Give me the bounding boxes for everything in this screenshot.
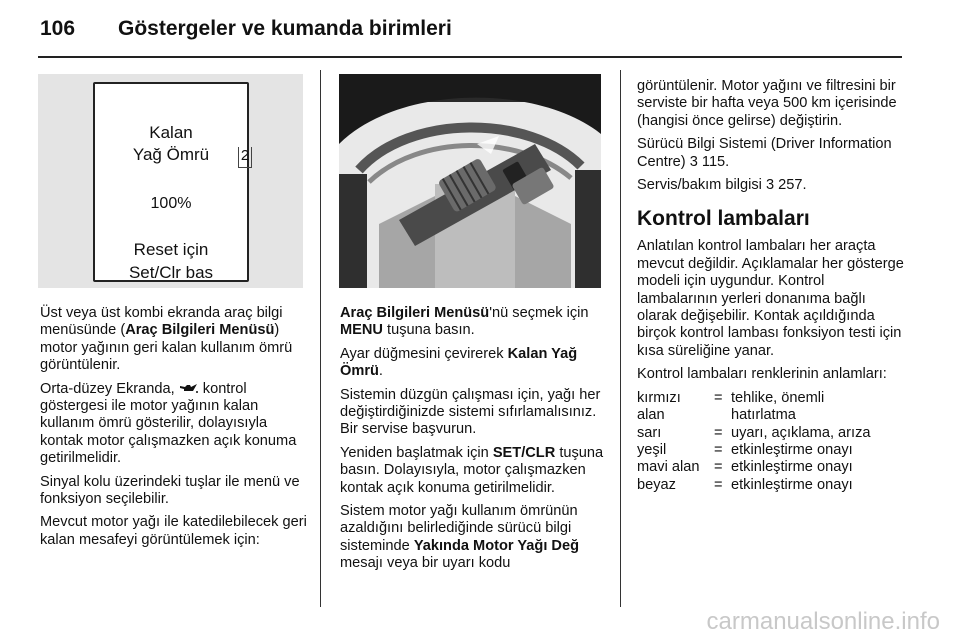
paragraph: Sinyal kolu üzerindeki tuşlar ile menü ve fonksiyon seçilebilir. <box>40 473 300 508</box>
color-definition: etkinleştirme onayı <box>731 476 853 493</box>
oil-life-display-screen <box>93 82 249 282</box>
paragraph <box>637 177 905 194</box>
column-1 <box>40 305 308 555</box>
color-term: yeşil <box>637 441 667 458</box>
menu-name: Araç Bilgileri Menüsü <box>340 305 490 321</box>
equals-sign: = <box>714 441 723 458</box>
color-definition: etkinleştirme onayı <box>731 459 853 476</box>
color-definition: etkinleştirme onayı <box>731 441 853 458</box>
table-row <box>637 442 902 459</box>
color-term: sarı <box>637 424 662 441</box>
color-definition: hatırlatma <box>731 407 796 424</box>
paragraph: Sistemin düzgün çalışması için, yağı her değiştirdiğinizde sistemi sıfırlamalısınız. Bir servise başvurun. <box>340 386 601 438</box>
equals-sign: = <box>714 424 723 441</box>
text: Sürücü Bilgi Sistemi (Driver Information Centre) <box>637 136 892 170</box>
page-title: Göstergeler ve kumanda birimleri <box>118 17 452 40</box>
text: Üst veya üst kombi ekranda araç bilgi menüsünde ( <box>40 305 283 339</box>
page-reference: 3 257. <box>765 177 807 194</box>
text: . <box>378 363 383 380</box>
display-line-setclr: Set/Clr bas <box>128 263 214 282</box>
text: 'nü seçmek için <box>489 305 589 321</box>
menu-name: Araç Bilgileri Menüsü <box>125 322 275 339</box>
button-name: MENU <box>340 322 383 339</box>
equals-sign: = <box>714 389 723 406</box>
text: tuşuna basın. Dolayısıyla, motor çalışmazken kontak açık konuma getirilmelidir. <box>340 444 604 496</box>
paragraph <box>340 445 608 497</box>
paragraph: Mevcut motor yağı ile katedilebilecek geri kalan mesafeyi görüntülemek için: <box>40 514 307 548</box>
button-name: SET/CLR <box>492 444 556 461</box>
table-row <box>637 407 902 424</box>
display-line-yag-omru: Yağ Ömrü <box>132 145 210 164</box>
color-definition: uyarı, açıklama, arıza <box>731 424 871 441</box>
text: kontrol göstergesi ile motor yağının kalan kullanım ömrü gösterilir, dolayısıyla kontak motor çalışmazken açık konuma getirilmelidir. <box>40 380 297 467</box>
section-heading: Kontrol lambaları <box>637 207 810 231</box>
color-term: mavi alan <box>637 459 700 476</box>
display-badge: 2 <box>238 147 252 168</box>
paragraph <box>340 503 608 573</box>
text: Ayar düğmesini çevirerek <box>340 345 504 362</box>
paragraph: Anlatılan kontrol lambaları her araçta mevcut değildir. Açıklamalar her gösterge modeli için uygundur. Kontrol lambalarının yerleri donanıma bağlı olarak değişebilir. Kontak açıldığında birçok kontrol lambası fonksiyon testi için kısa süreliğine yanar. <box>637 238 904 359</box>
menu-item-name: Kalan Yağ Ömrü <box>340 345 578 380</box>
text: mesajı veya bir uyarı kodu <box>340 555 511 572</box>
paragraph <box>637 136 905 171</box>
oil-can-icon <box>179 383 199 394</box>
color-term: kırmızı <box>637 389 681 406</box>
table-row <box>637 390 902 407</box>
equals-sign: = <box>714 459 723 476</box>
equals-sign <box>714 407 731 424</box>
turn-signal-lever-illustration <box>339 74 601 288</box>
text: Orta-düzey Ekranda, <box>40 380 175 397</box>
color-definition: tehlike, önemli <box>731 389 825 406</box>
paragraph <box>340 346 608 381</box>
color-term: alan <box>637 407 665 424</box>
text: ) motor yağının geri kalan kullanım ömrü görüntülenir. <box>40 322 293 374</box>
text: Servis/bakım bilgisi <box>637 177 762 194</box>
oil-life-display-figure <box>38 74 303 288</box>
header-rule <box>38 56 902 58</box>
watermark: carmanualsonline.info <box>706 608 940 635</box>
text: Yeniden başlatmak için <box>340 444 489 461</box>
text: Sistem motor yağı kullanım ömrünün azaldığını belirlediğinde sürücü bilgi sisteminde <box>340 503 578 554</box>
paragraph: görüntülenir. Motor yağını ve filtresini bir serviste bir hafta veya 500 km içerisinde (hangisi önce gelirse) değiştirin. <box>637 78 897 129</box>
column-divider-2 <box>620 70 621 607</box>
page-reference: 3 115. <box>689 153 730 170</box>
display-line-kalan: Kalan <box>149 123 193 142</box>
text: tuşuna basın. <box>387 322 475 339</box>
display-line-reset: Reset için <box>133 240 209 259</box>
color-meaning-table <box>637 390 902 494</box>
table-row <box>637 477 902 494</box>
table-row <box>637 459 902 476</box>
column-3 <box>637 78 905 494</box>
turn-signal-lever-figure <box>339 74 601 288</box>
paragraph: Kontrol lambaları renklerinin anlamları: <box>637 366 887 383</box>
column-divider-1 <box>320 70 321 607</box>
equals-sign: = <box>714 476 723 493</box>
column-2 <box>340 305 608 579</box>
paragraph <box>340 305 608 340</box>
paragraph <box>40 305 308 375</box>
paragraph <box>40 381 308 468</box>
display-percent: 100% <box>150 195 192 212</box>
message-name: Yakında Motor Yağı Değ <box>413 537 579 554</box>
table-row <box>637 425 902 442</box>
color-term: beyaz <box>637 476 676 493</box>
page-number: 106 <box>40 17 76 40</box>
